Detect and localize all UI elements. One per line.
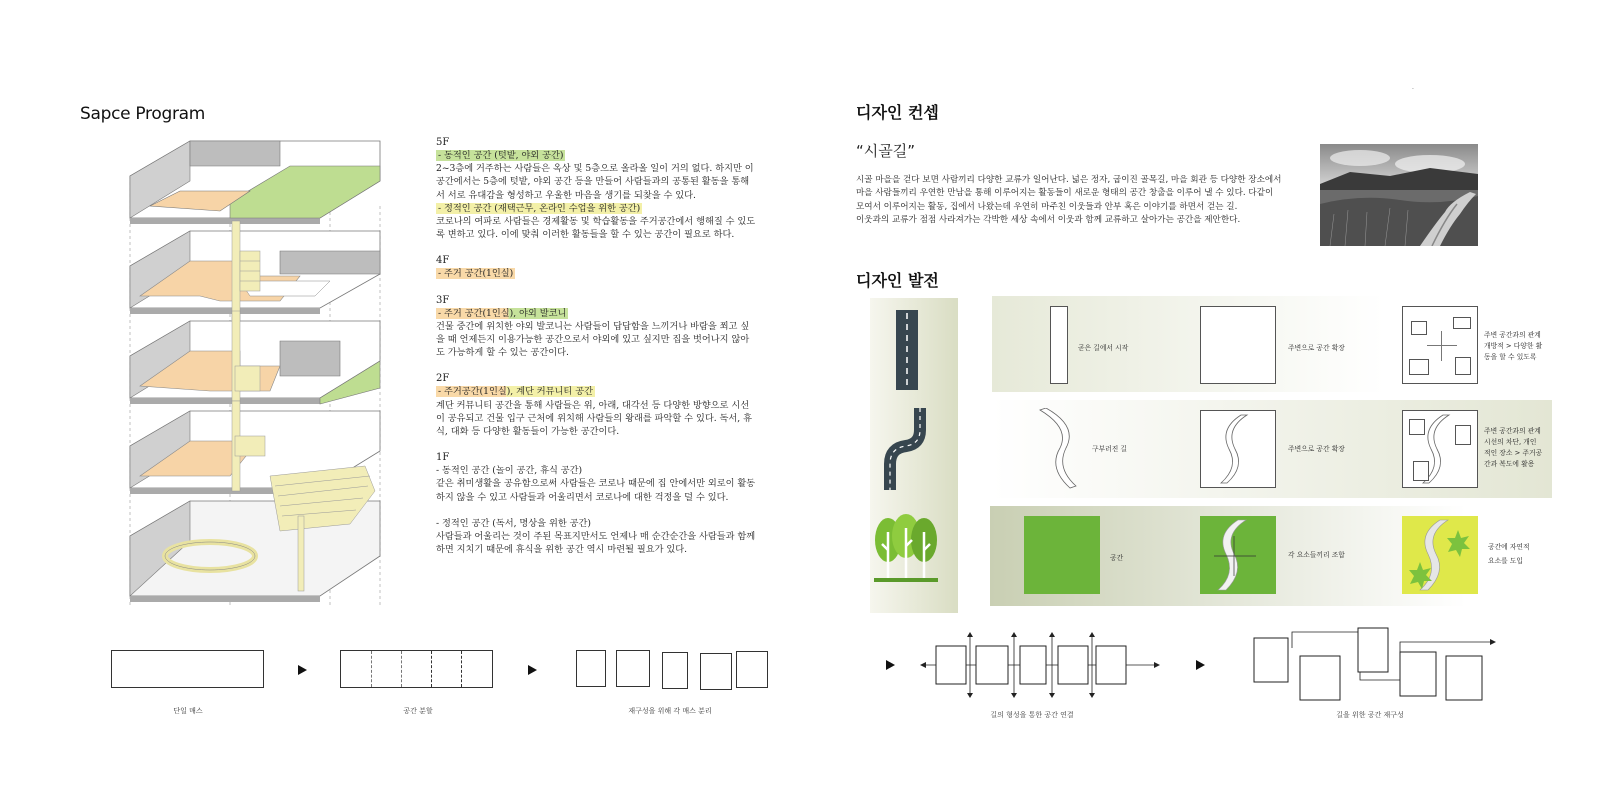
nature-icon xyxy=(1402,516,1478,594)
floor-label: 4F xyxy=(436,255,450,267)
floor-item-heading: - 동적인 공간 (놀이 공간, 휴식 공간) xyxy=(436,465,583,477)
floor-item-heading: - 정적인 공간 (독서, 명상을 위한 공간) xyxy=(436,517,591,529)
green-space-shape xyxy=(1024,516,1100,594)
separated-mass xyxy=(736,651,768,688)
page-dot: . xyxy=(1412,84,1414,91)
straight-path-shape xyxy=(1050,306,1068,384)
division-line xyxy=(401,651,402,687)
expanded-space-shape xyxy=(1200,306,1276,384)
concept-quote: “시골길” xyxy=(856,142,916,160)
process-step-caption: 길을 위한 공간 재구성 xyxy=(1336,711,1404,719)
sub-space xyxy=(1455,357,1471,375)
section-title-design-concept: 디자인 컨셉 xyxy=(856,103,939,122)
nature-element-shape xyxy=(1402,516,1478,594)
floor-5f xyxy=(130,141,380,224)
curved-path-shape xyxy=(1030,408,1090,490)
process-step-caption: 길의 형성을 통한 공간 연결 xyxy=(990,711,1074,719)
floor-item-heading: - 주거 공간(1인실) xyxy=(438,268,514,280)
arrow-right-icon xyxy=(298,665,307,675)
curved-path-shape xyxy=(1200,516,1276,594)
sub-space xyxy=(1409,419,1425,435)
section-title-space-program: Sapce Program xyxy=(80,104,206,124)
floor-item-body: 같은 취미생활을 공유함으로써 사람들은 코로나 때문에 집 안에서만 외로이 활동하지 않을 수 있고 사람들과 어울리면서 코로나에 대한 걱정을 덜 수 있다. xyxy=(436,478,756,503)
arrow-right-icon xyxy=(886,660,895,670)
open-relation-shape xyxy=(1402,306,1478,384)
curved-road-icon xyxy=(880,408,932,490)
floor-label: 2F xyxy=(436,373,450,385)
sub-space xyxy=(1455,425,1471,445)
row-label: 곧은 길에서 시작 xyxy=(1078,344,1129,352)
floor-block-5f xyxy=(436,136,756,241)
floor-block-2f xyxy=(436,372,756,438)
floor-block-1f xyxy=(436,451,756,556)
concept-line: 시골 마을을 걷다 보면 사람끼리 다양한 교류가 일어난다. 넓은 정자, 굽이진 골목길, 마을 회관 등 다양한 장소에서 xyxy=(856,175,1282,185)
combined-elements-shape xyxy=(1200,516,1276,594)
sub-space xyxy=(1409,359,1429,375)
row-label: 주변으로 공간 확장 xyxy=(1288,445,1345,453)
floor-item-body: 사람들과 어울리는 것이 주된 목표지만서도 언제나 매 순간순간을 사람들과 함께 하면 지치기 때문에 휴식을 위한 공간 역시 마련될 필요가 있다. xyxy=(436,531,756,556)
floor-label: 5F xyxy=(436,137,450,148)
space-reconstruction-diagram xyxy=(1250,624,1500,704)
sub-space xyxy=(1413,461,1429,481)
private-relation-shape xyxy=(1402,410,1478,488)
row-label: 주변 공간과의 관계 시선의 차단, 개인 적인 장소 > 주거공 간과 복도에 활용 xyxy=(1484,427,1543,468)
row-label: 공간에 자연적 요소를 도입 xyxy=(1488,543,1530,565)
floor-item-body: 계단 커뮤니티 공간을 통해 사람들은 위, 아래, 대각선 등 다양한 방향으로 시선이 공유되고 건물 입구 근처에 위치해 사람들의 왕래를 파악할 수 있다. 독서, 휴식, 대화 등 다양한 활동들이 가능한 공간이다. xyxy=(436,399,753,438)
row-label: 각 요소들끼리 조합 xyxy=(1288,551,1345,559)
concept-line: 마을 사람들끼리 우연한 만남을 통해 이루어지는 활동들이 새로운 형태의 공간 창출을 이루어 낼 수 있다. 다같이 xyxy=(856,188,1274,199)
separated-mass xyxy=(616,650,650,687)
country-road-photo xyxy=(1320,144,1478,246)
floor-item-body: 코로나의 여파로 사람들은 경제활동 및 학습활동을 주거공간에서 행해질 수 있도록 변하고 있다. 이에 맞춰 이러한 활동들을 할 수 있는 공간이 필요로 하다. xyxy=(436,216,756,241)
floor-item-body: 2~3층에 거주하는 사람들은 옥상 및 5층으로 올라올 일이 거의 없다. 하지만 이 공간에서는 5층에 텃밭, 야외 공간 등을 만들어 사람들과의 공통된 활동을 통해서 서로 유대감을 형성하고 우울한 마음을 생기를 되찾을 수 있다. xyxy=(436,163,754,201)
row-label: 공간 xyxy=(1110,554,1124,562)
trees-icon xyxy=(872,512,940,584)
sub-space xyxy=(1453,317,1471,329)
floor-item-heading: - 동적인 공간 (텃밭, 야외 공간) xyxy=(438,150,564,161)
separated-mass xyxy=(700,653,732,690)
division-line xyxy=(431,651,432,687)
sub-space xyxy=(1411,321,1427,335)
curved-path-shape xyxy=(1201,411,1275,487)
floor-item-heading: - 주거공간(1인실), 계단 커뮤니티 공간 xyxy=(438,386,593,398)
row-label: 구부러진 길 xyxy=(1092,445,1127,453)
mass-step-caption: 단일 매스 xyxy=(173,707,203,715)
floor-item-heading: - 정적인 공간 (재택근무, 온라인 수업을 위한 공간) xyxy=(438,202,641,214)
floor-3f xyxy=(130,321,380,404)
divided-mass-diagram xyxy=(340,650,493,688)
concept-line: 이웃과의 교류가 점점 사라져가는 각박한 세상 속에서 이웃과 함께 교류하고 살아가는 공간을 제안한다. xyxy=(856,215,1241,226)
section-title-design-development: 디자인 발전 xyxy=(856,271,939,290)
floor-label: 1F xyxy=(436,452,450,464)
curved-expanded-shape xyxy=(1200,410,1276,488)
arrow-right-icon xyxy=(528,665,537,675)
concept-line: 모여서 이루어지는 활동, 집에서 나왔는데 우연히 마주친 이웃들과 안부 혹은 이야기를 하면서 걷는 길. xyxy=(856,201,1238,212)
floor-block-3f xyxy=(436,294,756,360)
separated-mass xyxy=(576,650,606,687)
row-label: 주변으로 공간 확장 xyxy=(1288,344,1345,352)
floor-block-4f xyxy=(436,254,756,280)
floor-item-body: 건물 중간에 위치한 야외 발코니는 사람들이 답답함을 느끼거나 바람을 쬐고 싶을 때 언제든지 이용가능한 공간으로서 야외에 있고 싶지만 집을 벗어나지 않아도 가능하게 할 수 있는 공간이다. xyxy=(436,320,750,359)
cross-line xyxy=(1427,345,1457,346)
isometric-building-diagram xyxy=(120,136,400,616)
cross-line xyxy=(1441,331,1442,361)
mass-step-caption: 재구성을 위해 각 매스 분리 xyxy=(628,707,712,715)
path-connection-diagram xyxy=(920,632,1160,698)
separated-mass xyxy=(662,652,688,689)
arrow-right-icon xyxy=(1196,660,1205,670)
floor-label: 3F xyxy=(436,294,450,306)
single-mass-diagram xyxy=(111,650,264,688)
floor-item-heading: - 주거 공간(1인실), 야외 발코니 xyxy=(438,307,567,319)
concept-paragraph xyxy=(856,174,1286,228)
floor-program-text xyxy=(436,136,756,569)
mass-step-caption: 공간 분할 xyxy=(403,707,433,715)
row-label: 주변 공간과의 관계 개방적 > 다양한 활 동을 할 수 있도록 xyxy=(1484,331,1543,361)
straight-road-icon xyxy=(896,310,918,390)
division-line xyxy=(371,651,372,687)
division-line xyxy=(461,651,462,687)
